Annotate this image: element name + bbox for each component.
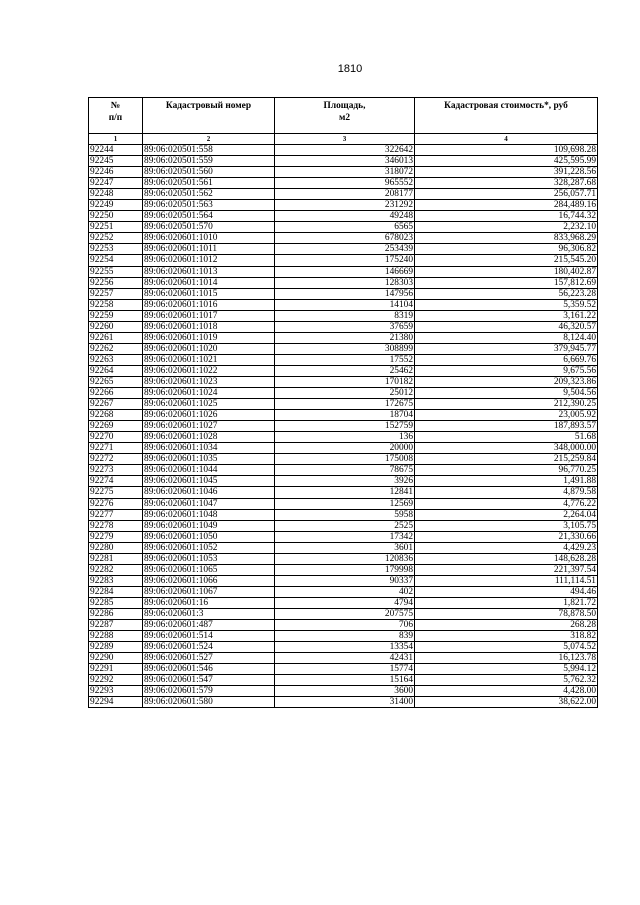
- cadastral-cost: 4,879.58: [415, 487, 598, 498]
- row-number: 92266: [89, 388, 143, 399]
- area-value: 2525: [275, 520, 415, 531]
- cadastral-cost: 96,770.25: [415, 465, 598, 476]
- table-row: [89, 266, 598, 277]
- cadastral-number: 89:06:020601:547: [143, 675, 275, 686]
- area-value: 128303: [275, 277, 415, 288]
- cadastral-number: 89:06:020601:1067: [143, 586, 275, 597]
- row-number: 92278: [89, 520, 143, 531]
- cadastral-number: 89:06:020601:1014: [143, 277, 275, 288]
- cadastral-cost: 221,397.54: [415, 564, 598, 575]
- table-row: [89, 233, 598, 244]
- area-value: 136: [275, 432, 415, 443]
- cadastral-cost: 284,489.16: [415, 200, 598, 211]
- cadastral-number: 89:06:020601:580: [143, 697, 275, 708]
- row-number: 92288: [89, 631, 143, 642]
- area-value: 318072: [275, 167, 415, 178]
- cadastral-cost: 21,330.66: [415, 531, 598, 542]
- area-value: 37659: [275, 321, 415, 332]
- area-value: 78675: [275, 465, 415, 476]
- cadastral-number: 89:06:020501:559: [143, 156, 275, 167]
- table-row: [89, 310, 598, 321]
- cadastral-number: 89:06:020601:1012: [143, 255, 275, 266]
- table-row: [89, 443, 598, 454]
- cadastral-cost: 5,359.52: [415, 299, 598, 310]
- cadastral-number: 89:06:020601:1050: [143, 531, 275, 542]
- cadastral-number: 89:06:020601:1022: [143, 365, 275, 376]
- row-number: 92247: [89, 178, 143, 189]
- cadastral-cost: 8,124.40: [415, 332, 598, 343]
- row-number: 92254: [89, 255, 143, 266]
- table-row: [89, 255, 598, 266]
- row-number: 92263: [89, 354, 143, 365]
- area-value: 15164: [275, 675, 415, 686]
- table-row: [89, 575, 598, 586]
- header-cadastral-cost: Кадастровая стоимость*, руб: [415, 98, 598, 134]
- row-number: 92280: [89, 542, 143, 553]
- cadastral-cost: 56,223.28: [415, 288, 598, 299]
- cadastral-number: 89:06:020601:3: [143, 608, 275, 619]
- table-row: [89, 421, 598, 432]
- page-number: 1810: [337, 63, 363, 75]
- table-row: [89, 321, 598, 332]
- cadastral-cost: 1,821.72: [415, 597, 598, 608]
- table-row: [89, 608, 598, 619]
- area-value: 25012: [275, 388, 415, 399]
- row-number: 92294: [89, 697, 143, 708]
- cadastral-cost: 2,264.04: [415, 509, 598, 520]
- cadastral-cost: 78,878.50: [415, 608, 598, 619]
- table-row: [89, 487, 598, 498]
- cadastral-cost: 4,776.22: [415, 498, 598, 509]
- cadastral-cost: 148,628.28: [415, 553, 598, 564]
- cadastral-number: 89:06:020601:1020: [143, 343, 275, 354]
- cadastral-cost: 1,491.88: [415, 476, 598, 487]
- table-row: [89, 675, 598, 686]
- cadastral-number: 89:06:020601:1017: [143, 310, 275, 321]
- row-number: 92271: [89, 443, 143, 454]
- cadastral-cost: 425,595.99: [415, 156, 598, 167]
- cadastral-cost: 4,428.00: [415, 686, 598, 697]
- row-number: 92251: [89, 222, 143, 233]
- row-number: 92272: [89, 454, 143, 465]
- header-cadastral-number: Кадастровый номер: [143, 98, 275, 134]
- row-number: 92256: [89, 277, 143, 288]
- area-value: 20000: [275, 443, 415, 454]
- area-value: 678023: [275, 233, 415, 244]
- table-row: [89, 354, 598, 365]
- cadastral-cost: 268.28: [415, 620, 598, 631]
- area-value: 17342: [275, 531, 415, 542]
- cadastral-cost: 5,762.32: [415, 675, 598, 686]
- row-number: 92257: [89, 288, 143, 299]
- cadastral-cost: 494.46: [415, 586, 598, 597]
- cadastral-cost: 180,402.87: [415, 266, 598, 277]
- cadastral-number: 89:06:020601:1018: [143, 321, 275, 332]
- column-number: 4: [415, 134, 598, 145]
- cadastral-cost: 157,812.69: [415, 277, 598, 288]
- cadastral-number: 89:06:020601:1010: [143, 233, 275, 244]
- row-number: 92287: [89, 620, 143, 631]
- cadastral-number: 89:06:020601:1025: [143, 399, 275, 410]
- cadastral-cost: 348,000.00: [415, 443, 598, 454]
- cadastral-number: 89:06:020601:1049: [143, 520, 275, 531]
- column-number-row: [89, 134, 598, 145]
- cadastral-number: 89:06:020601:1044: [143, 465, 275, 476]
- row-number: 92268: [89, 410, 143, 421]
- area-value: 14104: [275, 299, 415, 310]
- area-value: 839: [275, 631, 415, 642]
- area-value: 3601: [275, 542, 415, 553]
- table-row: [89, 299, 598, 310]
- area-value: 17552: [275, 354, 415, 365]
- table-row: [89, 288, 598, 299]
- cadastral-number: 89:06:020601:1065: [143, 564, 275, 575]
- cadastral-number: 89:06:020601:1011: [143, 244, 275, 255]
- area-value: 90337: [275, 575, 415, 586]
- row-number: 92250: [89, 211, 143, 222]
- table-row: [89, 631, 598, 642]
- cadastral-cost: 391,228.56: [415, 167, 598, 178]
- area-value: 15774: [275, 664, 415, 675]
- row-number: 92286: [89, 608, 143, 619]
- table-row: [89, 167, 598, 178]
- header-number: № п/п: [89, 98, 143, 134]
- cadastral-number: 89:06:020601:1048: [143, 509, 275, 520]
- table-row: [89, 697, 598, 708]
- row-number: 92267: [89, 399, 143, 410]
- area-value: 179998: [275, 564, 415, 575]
- row-number: 92262: [89, 343, 143, 354]
- cadastral-number: 89:06:020601:1013: [143, 266, 275, 277]
- row-number: 92282: [89, 564, 143, 575]
- cadastral-number: 89:06:020501:564: [143, 211, 275, 222]
- cadastral-cost: 215,259.84: [415, 454, 598, 465]
- area-value: 175008: [275, 454, 415, 465]
- area-value: 706: [275, 620, 415, 631]
- table-body: [89, 145, 598, 708]
- column-number: 3: [275, 134, 415, 145]
- column-number: 1: [89, 134, 143, 145]
- table-row: [89, 244, 598, 255]
- row-number: 92293: [89, 686, 143, 697]
- table-row: [89, 653, 598, 664]
- cadastral-cost: 51.68: [415, 432, 598, 443]
- table-row: [89, 465, 598, 476]
- cadastral-cost: 16,123.78: [415, 653, 598, 664]
- table-row: [89, 365, 598, 376]
- cadastral-number: 89:06:020601:1045: [143, 476, 275, 487]
- row-number: 92253: [89, 244, 143, 255]
- row-number: 92275: [89, 487, 143, 498]
- cadastral-number: 89:06:020601:527: [143, 653, 275, 664]
- cadastral-cost: 16,744.32: [415, 211, 598, 222]
- row-number: 92252: [89, 233, 143, 244]
- cadastral-cost: 9,504.56: [415, 388, 598, 399]
- area-value: 13354: [275, 642, 415, 653]
- cadastral-number: 89:06:020501:560: [143, 167, 275, 178]
- cadastral-number: 89:06:020601:524: [143, 642, 275, 653]
- area-value: 49248: [275, 211, 415, 222]
- table-row: [89, 178, 598, 189]
- area-value: 146669: [275, 266, 415, 277]
- area-value: 25462: [275, 365, 415, 376]
- cadastral-number: 89:06:020601:487: [143, 620, 275, 631]
- table-row: [89, 498, 598, 509]
- cadastral-table: [88, 97, 598, 708]
- cadastral-cost: 111,114.51: [415, 575, 598, 586]
- row-number: 92270: [89, 432, 143, 443]
- row-number: 92258: [89, 299, 143, 310]
- table-row: [89, 189, 598, 200]
- table-row: [89, 432, 598, 443]
- row-number: 92255: [89, 266, 143, 277]
- area-value: 175240: [275, 255, 415, 266]
- cadastral-cost: 23,005.92: [415, 410, 598, 421]
- area-value: 3926: [275, 476, 415, 487]
- cadastral-cost: 328,287.68: [415, 178, 598, 189]
- header-area: Площадь, м2: [275, 98, 415, 134]
- cadastral-cost: 38,622.00: [415, 697, 598, 708]
- cadastral-number: 89:06:020601:1034: [143, 443, 275, 454]
- area-value: 231292: [275, 200, 415, 211]
- cadastral-number: 89:06:020501:561: [143, 178, 275, 189]
- table-row: [89, 553, 598, 564]
- cadastral-cost: 833,968.29: [415, 233, 598, 244]
- table-row: [89, 542, 598, 553]
- row-number: 92249: [89, 200, 143, 211]
- table-row: [89, 376, 598, 387]
- row-number: 92291: [89, 664, 143, 675]
- cadastral-cost: 5,074.52: [415, 642, 598, 653]
- row-number: 92264: [89, 365, 143, 376]
- row-number: 92246: [89, 167, 143, 178]
- table-row: [89, 520, 598, 531]
- cadastral-number: 89:06:020601:1028: [143, 432, 275, 443]
- area-value: 31400: [275, 697, 415, 708]
- table-row: [89, 156, 598, 167]
- row-number: 92274: [89, 476, 143, 487]
- row-number: 92259: [89, 310, 143, 321]
- table-row: [89, 531, 598, 542]
- cadastral-cost: 3,105.75: [415, 520, 598, 531]
- cadastral-number: 89:06:020501:558: [143, 145, 275, 156]
- area-value: 253439: [275, 244, 415, 255]
- area-value: 308899: [275, 343, 415, 354]
- table-header-row: [89, 98, 598, 134]
- area-value: 402: [275, 586, 415, 597]
- cadastral-cost: 209,323.86: [415, 376, 598, 387]
- cadastral-cost: 109,698.28: [415, 145, 598, 156]
- table-row: [89, 222, 598, 233]
- cadastral-cost: 2,232.10: [415, 222, 598, 233]
- area-value: 8319: [275, 310, 415, 321]
- cadastral-cost: 256,057.71: [415, 189, 598, 200]
- area-value: 42431: [275, 653, 415, 664]
- row-number: 92245: [89, 156, 143, 167]
- cadastral-cost: 379,945.77: [415, 343, 598, 354]
- cadastral-number: 89:06:020601:1021: [143, 354, 275, 365]
- table-row: [89, 642, 598, 653]
- cadastral-cost: 3,161.22: [415, 310, 598, 321]
- row-number: 92269: [89, 421, 143, 432]
- area-value: 172675: [275, 399, 415, 410]
- table-row: [89, 620, 598, 631]
- cadastral-number: 89:06:020601:1052: [143, 542, 275, 553]
- cadastral-number: 89:06:020601:1015: [143, 288, 275, 299]
- row-number: 92279: [89, 531, 143, 542]
- cadastral-cost: 215,545.20: [415, 255, 598, 266]
- cadastral-number: 89:06:020601:1053: [143, 553, 275, 564]
- row-number: 92292: [89, 675, 143, 686]
- row-number: 92265: [89, 376, 143, 387]
- cadastral-number: 89:06:020601:1047: [143, 498, 275, 509]
- row-number: 92277: [89, 509, 143, 520]
- row-number: 92261: [89, 332, 143, 343]
- area-value: 4794: [275, 597, 415, 608]
- cadastral-number: 89:06:020601:1023: [143, 376, 275, 387]
- row-number: 92273: [89, 465, 143, 476]
- cadastral-number: 89:06:020601:1019: [143, 332, 275, 343]
- row-number: 92284: [89, 586, 143, 597]
- table-row: [89, 664, 598, 675]
- row-number: 92285: [89, 597, 143, 608]
- cadastral-number: 89:06:020501:570: [143, 222, 275, 233]
- area-value: 12841: [275, 487, 415, 498]
- cadastral-cost: 212,390.25: [415, 399, 598, 410]
- row-number: 92281: [89, 553, 143, 564]
- cadastral-cost: 318.82: [415, 631, 598, 642]
- table-row: [89, 388, 598, 399]
- cadastral-cost: 9,675.56: [415, 365, 598, 376]
- cadastral-number: 89:06:020601:1046: [143, 487, 275, 498]
- area-value: 120836: [275, 553, 415, 564]
- area-value: 3600: [275, 686, 415, 697]
- table-row: [89, 509, 598, 520]
- area-value: 208177: [275, 189, 415, 200]
- table-row: [89, 343, 598, 354]
- table-row: [89, 597, 598, 608]
- cadastral-number: 89:06:020501:563: [143, 200, 275, 211]
- area-value: 18704: [275, 410, 415, 421]
- area-value: 346013: [275, 156, 415, 167]
- cadastral-number: 89:06:020601:514: [143, 631, 275, 642]
- area-value: 152759: [275, 421, 415, 432]
- table-row: [89, 145, 598, 156]
- cadastral-cost: 4,429.23: [415, 542, 598, 553]
- cadastral-number: 89:06:020601:1024: [143, 388, 275, 399]
- row-number: 92248: [89, 189, 143, 200]
- area-value: 21380: [275, 332, 415, 343]
- cadastral-cost: 96,306.82: [415, 244, 598, 255]
- column-number: 2: [143, 134, 275, 145]
- row-number: 92260: [89, 321, 143, 332]
- table-row: [89, 454, 598, 465]
- area-value: 6565: [275, 222, 415, 233]
- table-row: [89, 586, 598, 597]
- row-number: 92276: [89, 498, 143, 509]
- area-value: 147956: [275, 288, 415, 299]
- table-row: [89, 476, 598, 487]
- table-row: [89, 211, 598, 222]
- row-number: 92283: [89, 575, 143, 586]
- area-value: 5958: [275, 509, 415, 520]
- cadastral-cost: 187,893.57: [415, 421, 598, 432]
- table-row: [89, 332, 598, 343]
- row-number: 92289: [89, 642, 143, 653]
- cadastral-number: 89:06:020601:1035: [143, 454, 275, 465]
- cadastral-number: 89:06:020601:1027: [143, 421, 275, 432]
- table-row: [89, 686, 598, 697]
- cadastral-cost: 5,994.12: [415, 664, 598, 675]
- area-value: 12569: [275, 498, 415, 509]
- area-value: 965552: [275, 178, 415, 189]
- area-value: 207575: [275, 608, 415, 619]
- table-row: [89, 564, 598, 575]
- cadastral-number: 89:06:020601:579: [143, 686, 275, 697]
- row-number: 92290: [89, 653, 143, 664]
- cadastral-cost: 46,320.57: [415, 321, 598, 332]
- area-value: 170182: [275, 376, 415, 387]
- cadastral-cost: 6,669.76: [415, 354, 598, 365]
- row-number: 92244: [89, 145, 143, 156]
- cadastral-number: 89:06:020601:1026: [143, 410, 275, 421]
- table-row: [89, 277, 598, 288]
- table-row: [89, 399, 598, 410]
- cadastral-number: 89:06:020501:562: [143, 189, 275, 200]
- cadastral-number: 89:06:020601:546: [143, 664, 275, 675]
- table-row: [89, 200, 598, 211]
- cadastral-number: 89:06:020601:1016: [143, 299, 275, 310]
- cadastral-number: 89:06:020601:16: [143, 597, 275, 608]
- cadastral-number: 89:06:020601:1066: [143, 575, 275, 586]
- table-row: [89, 410, 598, 421]
- area-value: 322642: [275, 145, 415, 156]
